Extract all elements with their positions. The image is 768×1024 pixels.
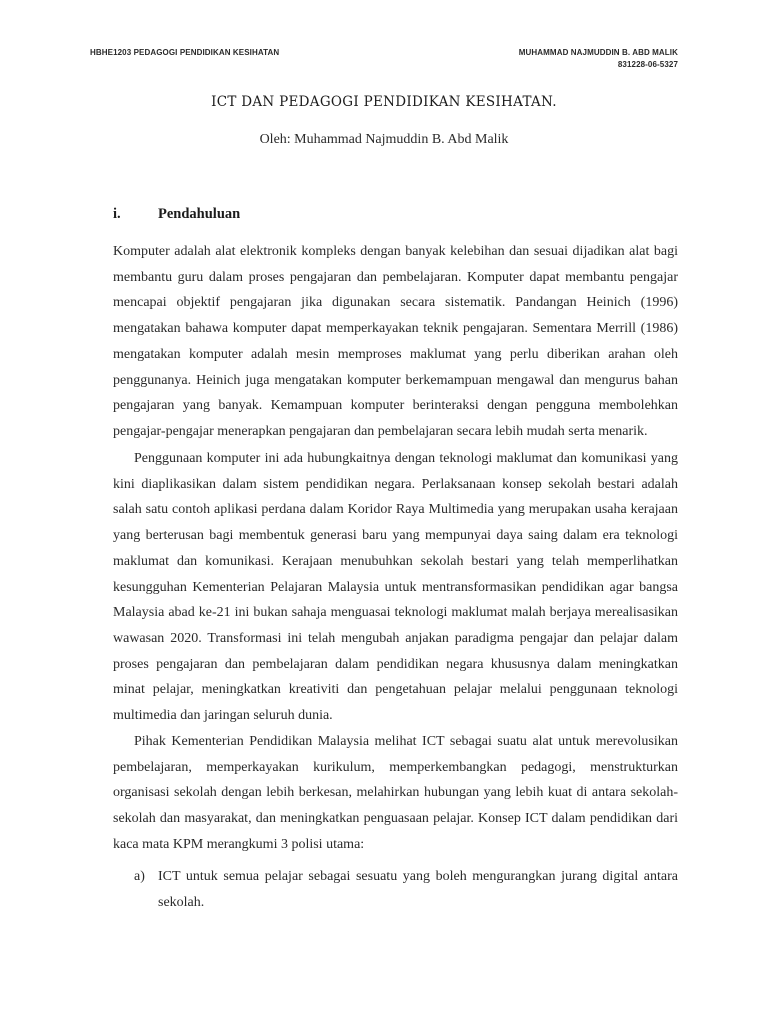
header-course: HBHE1203 PEDAGOGI PENDIDIKAN KESIHATAN bbox=[90, 48, 280, 57]
list-item bbox=[113, 864, 678, 915]
document-title: ICT DAN PEDAGOGI PENDIDIKAN KESIHATAN. bbox=[211, 94, 557, 110]
paragraph: Pihak Kementerian Pendidikan Malaysia melihat ICT sebagai suatu alat untuk merevolusikan pembelajaran, memperkayakan kurikulum, memperkembangkan pedagogi, menstrukturkan organisasi sekolah dengan lebih berkesan, melahirkan hubungan yang lebih kuat di antara sekolah-sekolah dan masyarakat, dan meningkatkan penguasaan pelajar. Konsep ICT dalam pendidikan dari kaca mata KPM merangkumi 3 polisi utama: bbox=[113, 734, 678, 852]
section-number: i. bbox=[113, 206, 121, 222]
paragraph: Komputer adalah alat elektronik kompleks dengan banyak kelebihan dan sesuai dijadikan alat bagi membantu guru dalam proses pengajaran dan pembelajaran. Komputer dapat membantu pengajar mencapai objektif pengajaran jika digunakan secara sistematik. Pandangan Heinich (1996) mengatakan bahawa komputer dapat memperkayakan teknik pengajaran. Sementara Merrill (1986) mengatakan komputer adalah mesin memproses maklumat yang perlu diberikan arahan oleh penggunanya. Heinich juga mengatakan komputer berkemampuan mengawal dan mengurus bahan pengajaran yang banyak. Kemampuan komputer berinteraksi dengan pengguna membolehkan pengajar-pengajar menerapkan pengajaran dan pembelajaran secara lebih mudah serta menarik. bbox=[113, 244, 678, 439]
list-item-text: ICT untuk semua pelajar sebagai sesuatu yang boleh mengurangkan jurang digital antara sekolah. bbox=[158, 869, 678, 910]
header-author-name: MUHAMMAD NAJMUDDIN B. ABD MALIK bbox=[518, 48, 678, 57]
document-byline: Oleh: Muhammad Najmuddin B. Abd Malik bbox=[259, 132, 509, 147]
header-student-id: 831228-06-5327 bbox=[617, 60, 678, 69]
paragraph: Penggunaan komputer ini ada hubungkaitnya dengan teknologi maklumat dan komunikasi yang kini diaplikasikan dalam sistem pendidikan negara. Perlaksanaan konsep sekolah bestari adalah salah satu contoh aplikasi perdana dalam Koridor Raya Multimedia yang merupakan usaha kerajaan yang berterusan bagi membentuk generasi baru yang mempunyai daya saing dalam era teknologi maklumat dan komunikasi. Kerajaan menubuhkan sekolah bestari yang telah memperlihatkan kesungguhan Kementerian Pelajaran Malaysia untuk mentransformasikan pendidikan agar bangsa Malaysia abad ke-21 ini bukan sahaja menguasai teknologi maklumat malah berjaya merealisasikan wawasan 2020. Transformasi ini telah mengubah anjakan paradigma pengajar dan pelajar dalam proses pengajaran dan pembelajaran dalam pendidikan negara khususnya dalam meningkatkan minat pelajar, meningkatkan kreativiti dan pengetahuan pelajar melalui penggunaan teknologi multimedia dan jaringan seluruh dunia. bbox=[113, 451, 678, 724]
header-author bbox=[519, 47, 678, 71]
section-heading bbox=[113, 206, 240, 223]
list-item-label: a) bbox=[134, 869, 145, 884]
section-title: Pendahuluan bbox=[158, 206, 241, 222]
